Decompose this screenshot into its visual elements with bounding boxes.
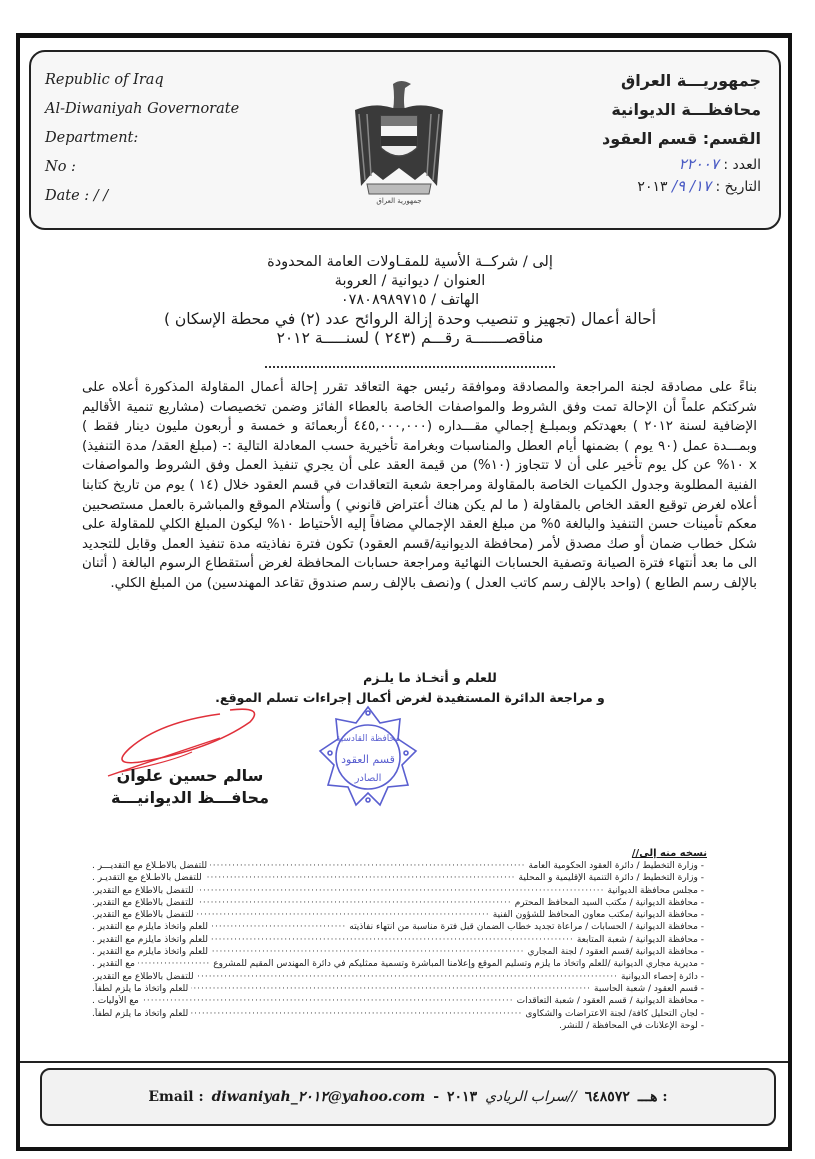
phone-label: هـــ : [637, 1089, 668, 1105]
svg-text:الصادر: الصادر [354, 773, 382, 784]
no-label-en: No : [45, 159, 76, 175]
date-value: ١٧/ ٩/ [671, 177, 712, 195]
letter-body: بناءً على مصادقة لجنة المراجعة والمصادقة وموافقة رئيس جهة التعاقد تقرر إحالة أعمال المقاولة المذكورة أعلاه على شركتكم علماً أن الإحالة تمت وفق الشروط والمواصفات الخاصة بالعطاء الفائز وضمن تخصيصات (مشاريع تنمية الأقاليم الإضافية لسنة ٢٠١٢ ) بعهدتكم وبمبلـغ إجمالي مقـــداره (٤٤٥,٠٠٠,٠٠٠ أربعمائة و خمسة و أربعون مليون دينار فقط ) وبمـــدة عمل (٩٠ يوم ) بضمنها أيام العطل والمناسبات وبغرامة تأخيرية حسب المعادلة التالية :- (مبلغ العقد/ مدة التنفيذ) x ١٠% عن كل يوم تأخير على أن لا تتجاوز (١٠%) من قيمة العقد على أن يجري تنفيذ العمل وفق الشروط والمواصفات الفنية المطلوبة وجدول الكميات الخاصة بالمقاولة ومراجعة شعبة التعاقدات في قسم العقود خلال (١٤ ) يوم من تاريخ كتابنا أعلاه لغرض توقيع العقد الخاص بالمقاولة ( ما لم يكن هناك أعتراض قانوني ) وأستلام الموقع والمباشرة بالعمل مستصحبين معكم تأمينات حسن التنفيذ والبالغة ٥% من مبلغ العقد الإجمالي مضافاً إليه الأحتياط ١٠% ليكون المبلغ الكلي للمقاولة على شكل خطاب ضمان أو صك مصدق لأمر (محافظة الديوانية/قسم العقود) تكون فترة نفاذيته مدة تنفيذ العمل وقابل للتجديد الى ما بعد أنتهاء فترة الصيانة وتصفية الحسابات النهائية ومراجعة حسابات المحافظة لغرض أستقطاع الرسوم البالغة ( أثنان بالإلف رسم الطابع ) (واحد بالإلف رسم كاتب العدل ) و(نصف بالإلف رسم صندوق تقاعد المهندسين) من المبلغ الكلي. [82, 380, 758, 591]
number-value: ٢٢٠٠٧ [678, 155, 719, 173]
letterhead-english [45, 66, 239, 211]
footer [40, 1068, 776, 1126]
svg-text:قسم العقود: قسم العقود [341, 753, 395, 766]
footer-divider [20, 1061, 788, 1063]
letterhead-arabic [602, 66, 761, 197]
tender-number: مناقصـــــــة رقـــم (٢٤٣ ) لسنـــــة ٢٠١٢ [276, 329, 544, 347]
department-ar: القسم: قسم العقود [602, 129, 761, 148]
cc-item: - وزارة التخطيط / دائرة العقود الحكومية العامة ····· للتفضل بالاطـلاع مع التقديـــر . [92, 860, 704, 872]
country-ar: جمهوريـــة العراق [620, 71, 761, 90]
governorate-en: Al-Diwaniyah Governorate [45, 101, 240, 117]
email-address[interactable]: diwaniyah_٢٠١٢@yahoo.com [211, 1089, 426, 1105]
document-date [602, 175, 761, 197]
signatory [100, 765, 280, 809]
document-number [602, 153, 761, 175]
number-label: العدد : [723, 157, 761, 173]
recipient-address: العنوان / ديوانية / العروبة [334, 273, 486, 289]
cc-item: - محافظة الديوانية / قسم العقود / شعبة التعاقدات ····· مع الأوليات . [92, 995, 704, 1007]
cc-item: - وزارة التخطيط / دائرة التنمية الإقليمية و المحلية ····· للتفضل بالاطـلاع مع التقديـر . [92, 872, 704, 884]
cc-list [92, 860, 704, 1032]
date-label: التاريخ : [715, 179, 761, 195]
addressee-block [150, 253, 670, 348]
cc-item: - مجلس محافظة الديوانية ····· للتفضل بالاطلاع مع التقدير. [92, 885, 704, 897]
official-stamp-icon [318, 705, 418, 815]
signatory-name: سالم حسين علوان [116, 766, 264, 785]
phone-value: ٦٤٨٥٧٢ [584, 1089, 630, 1105]
cc-item: - محافظة الديوانية / شعبة المتابعة ····· للعلم واتخاذ مايلزم مع التقدير . [92, 934, 704, 946]
recipient: إلى / شركــة الأسية للمقـاولات العامة المحدودة [267, 254, 553, 270]
footer-year: ٢٠١٣ [447, 1089, 478, 1105]
signatory-title: محافـــظ الديوانيـــة [111, 788, 269, 807]
cc-item: - محافظة الديوانية /قسم العقود / لجنة المجاري ····· للعلم واتخاذ مايلزم مع التقدير . [92, 946, 704, 958]
email-label: Email : [148, 1089, 204, 1105]
cc-item: - لوحة الإعلانات في المحافظة / للنشر. [559, 1020, 704, 1031]
cc-item: - مديرية مجاري الديوانية /للعلم واتخاذ ما يلزم وتسليم الموقع وإعلامنا المباشرة وتسمية ممثليكم في دائرة المهندس المقيم للمشروع ····· مع التقدير . [92, 958, 704, 970]
footer-separator: - [433, 1089, 440, 1105]
date-label-en: Date : / / [45, 188, 109, 204]
svg-text:جمهورية العراق: جمهورية العراق [376, 197, 422, 205]
cc-item: - لجان التحليل كافة/ لجنة الاعتراضات والشكاوى ····· للعلم واتخاذ ما يلزم لطفاً. [92, 1008, 704, 1020]
cc-item: - محافظة الديوانية / مكتب السيد المحافظ المحترم ····· للتفضل بالاطلاع مع التقدير. [92, 897, 704, 909]
country-en: Republic of Iraq [45, 72, 164, 88]
subject: أحالة أعمال (تجهيز و تنصيب وحدة إزالة الروائح عدد (٢) في محطة الإسكان ) [163, 310, 657, 328]
governorate-ar: محافظـــة الديوانية [611, 100, 761, 119]
cc-heading: نسخه منه إلى// [631, 848, 707, 859]
clerk-initials: سراب الريادي// [485, 1089, 577, 1105]
department-label-en: Department: [45, 130, 139, 146]
cc-item: - دائرة إحصاء الديوانية ····· للتفضل بالاطلاع مع التقدير. [92, 971, 704, 983]
cc-item: - محافظة الديوانية / الحسابات / مراعاة تجديد خطاب الضمان قبل فترة مناسبة من انتهاء نفاذيته ····· للعلم واتخاذ مايلزم مع التقدير . [92, 921, 704, 933]
iraq-eagle-emblem-icon [345, 76, 453, 206]
dotted-divider [265, 366, 555, 368]
svg-text:محافظة القادسية: محافظة القادسية [335, 734, 401, 744]
date-year: ٢٠١٣ [637, 179, 668, 195]
recipient-phone: الهاتف / ٠٧٨٠٨٩٨٩٧١٥ [340, 292, 480, 308]
cc-item: - محافظة الديوانية /مكتب معاون المحافظ للشؤون الفنية ····· للتفضل بالاطلاع مع التقدير. [92, 909, 704, 921]
cc-item: - قسم العقود / شعبة الحاسبة ····· للعلم واتخاذ ما يلزم لطفاً. [92, 983, 704, 995]
closing-line-1: للعلم و أتخـاذ ما يلـزم [363, 670, 497, 685]
closing-line-2: و مراجعة الدائرة المستفيدة لغرض أكمال إجراءات تسلم الموقع. [215, 690, 605, 705]
